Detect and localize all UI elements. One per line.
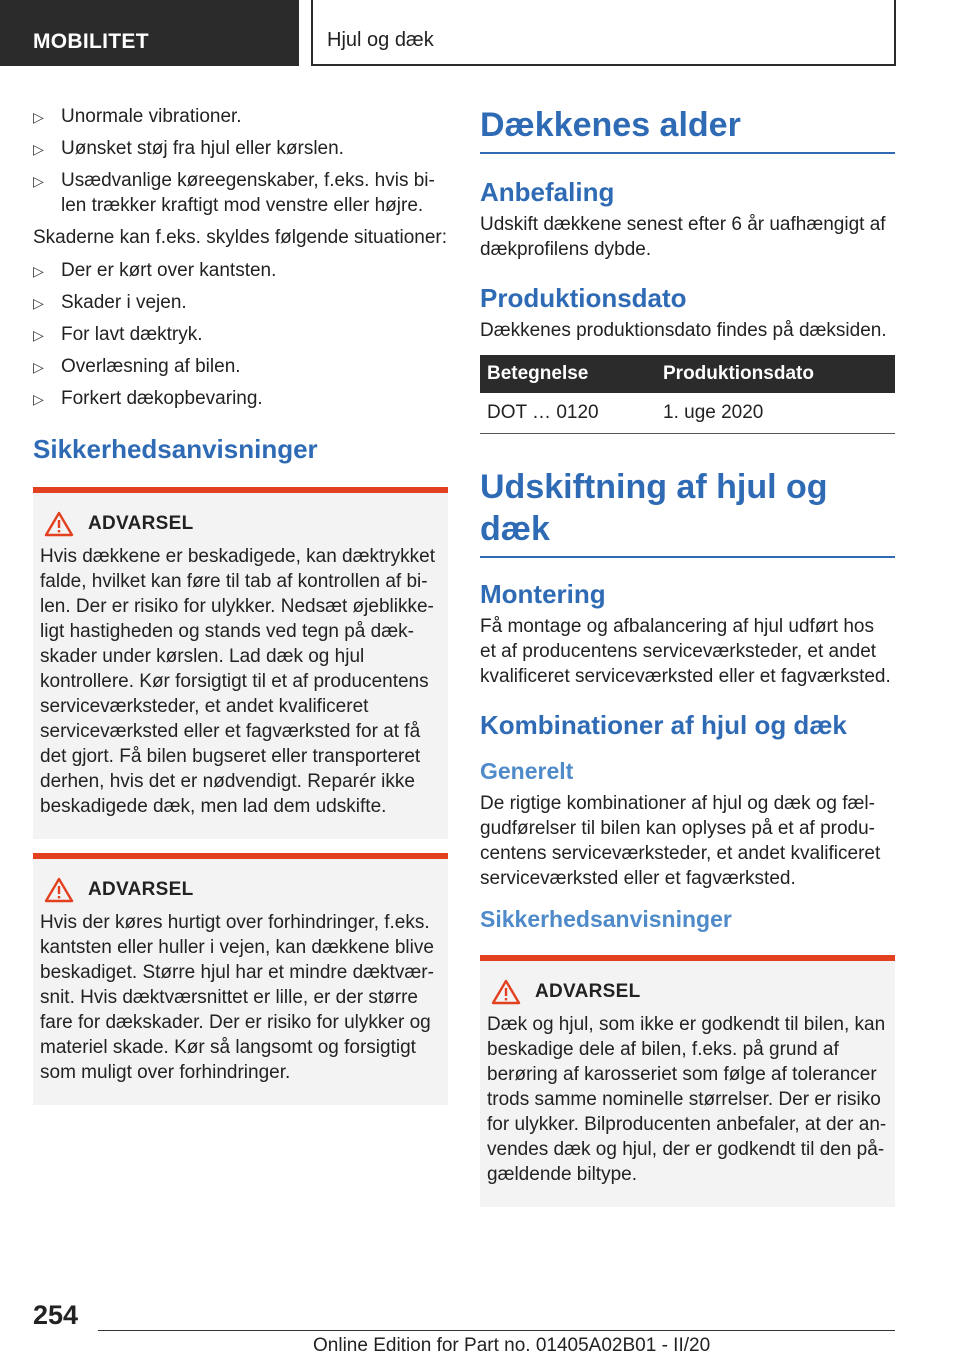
safety-heading-right: Sikkerhedsanvisninger xyxy=(480,905,732,932)
production-heading: Produktionsdato xyxy=(480,283,687,313)
mounting-heading: Montering xyxy=(480,578,606,609)
triangle-right-outline-icon: ▷ xyxy=(33,327,44,343)
production-text: Dækkenes produktionsdato findes på dæksiden. xyxy=(480,320,887,341)
list-item: ▷ Usædvanlige køreegenskaber, f.eks. hvis bilen trækker kraftigt mod venstre eller højre. xyxy=(33,170,435,216)
warning-text: Hvis dækkene er beskadigede, kan dæktrykket falde, hvilket kan føre til tab af kontrollen af bilen. Der er risiko for ulykker. Nedsæt øjeblikkeligt hastigheden og stands ved tegn på dækskader under kørslen. Lad dæk og hjul kontrollere. Kør forsigtigt til et af producentens serviceværksteder, et andet kvalificeret serviceværksted eller et fagværksted for at få det gjort. Få bilen bugseret eller transporteret derhen, hvis det er nødvendigt. Reparér ikke beskadigede dæk, men lad dem udskifte. xyxy=(40,546,435,817)
page-header xyxy=(0,0,960,66)
table-cell: DOT … 0120 xyxy=(480,393,656,433)
warning-triangle-icon xyxy=(44,511,74,537)
edition-text: Online Edition for Part no. 01405A02B01 - II/20 xyxy=(313,1335,711,1356)
table-header-cell: Produktionsdato xyxy=(656,355,895,393)
triangle-right-outline-icon: ▷ xyxy=(33,109,44,125)
triangle-right-outline-icon: ▷ xyxy=(33,263,44,279)
warning-triangle-icon xyxy=(44,877,74,903)
warning-title: ADVARSEL xyxy=(535,980,641,1002)
warning-title: ADVARSEL xyxy=(88,879,194,900)
replacement-title: Udskiftning af hjul og dæk xyxy=(480,466,895,558)
triangle-right-outline-icon: ▷ xyxy=(33,173,44,189)
list-item: ▷ Overlæsning af bilen. xyxy=(33,354,448,379)
production-date-table xyxy=(480,355,895,434)
warning-box xyxy=(33,487,448,839)
causes-list xyxy=(33,258,448,411)
mounting-text: Få montage og afbalancering af hjul udført hos et af producentens serviceværksteder, et andet kvalificeret serviceværksted eller et fagværksted. xyxy=(480,615,891,687)
warning-box xyxy=(33,853,448,1105)
right-column xyxy=(480,104,895,1207)
warning-text: Hvis der køres hurtigt over forhindringer, f.eks. kantsten eller huller i vejen, kan dækkene blive beskadiget. Større hjul har et mindre dæktværsnit. Hvis dæktværsnittet er lille, er der større fare for dækskader. Der er risiko for ulykker og materiel skade. Kør så langsomt og forsigtigt som muligt over forhindringer. xyxy=(40,912,434,1083)
recommendation-text: Udskift dækkene senest efter 6 år uafhængigt af dækprofilens dybde. xyxy=(480,214,886,260)
general-text: De rigtige kombinationer af hjul og dæk og fælgudførelser til bilen kan oplyses på et af producentens serviceværksteder, et andet kvalificeret serviceværksted eller et fagværksted. xyxy=(480,792,881,889)
list-item: ▷ Forkert dækopbevaring. xyxy=(33,386,448,411)
header-section-label: MOBILITET xyxy=(0,0,299,66)
symptom-list xyxy=(33,104,448,218)
table-cell: 1. uge 2020 xyxy=(656,393,895,433)
list-item: ▷ Der er kørt over kantsten. xyxy=(33,258,448,283)
triangle-right-outline-icon: ▷ xyxy=(33,141,44,157)
tire-age-title: Dækkenes alder xyxy=(480,104,895,154)
footer-divider xyxy=(98,1330,895,1331)
triangle-right-outline-icon: ▷ xyxy=(33,391,44,407)
warning-header xyxy=(487,979,887,1005)
list-item: ▷ Unormale vibrationer. xyxy=(33,104,448,129)
warning-header xyxy=(40,511,440,537)
table-header-cell: Betegnelse xyxy=(480,355,656,393)
warning-header xyxy=(40,877,440,903)
page-number: 254 xyxy=(33,1300,79,1330)
recommendation-heading: Anbefaling xyxy=(480,177,615,207)
combinations-heading: Kombinationer af hjul og dæk xyxy=(480,709,847,740)
triangle-right-outline-icon: ▷ xyxy=(33,295,44,311)
list-item: ▷ For lavt dæktryk. xyxy=(33,322,448,347)
table-row xyxy=(480,393,895,433)
list-item: ▷ Uønsket støj fra hjul eller kørslen. xyxy=(33,136,448,161)
table-header-row xyxy=(480,355,895,393)
causes-intro: Skaderne kan f.eks. skyldes følgende situationer: xyxy=(33,227,448,248)
warning-triangle-icon xyxy=(491,979,521,1005)
safety-heading-left: Sikkerhedsanvisninger xyxy=(33,434,318,464)
general-heading: Generelt xyxy=(480,757,574,784)
header-chapter-label: Hjul og dæk xyxy=(311,0,896,66)
triangle-right-outline-icon: ▷ xyxy=(33,359,44,375)
left-column xyxy=(33,104,448,1105)
list-item: ▷ Skader i vejen. xyxy=(33,290,448,315)
warning-box xyxy=(480,955,895,1207)
warning-text: Dæk og hjul, som ikke er godkendt til bilen, kan beskadige dele af bilen, f.eks. på grund af berøring af karosseriet som følge af tolerancer trods samme nominelle størrelser. Der er risiko for ulykker. Bilproducenten anbefaler, at der anvendes dæk og hjul, der er godkendt til den pågældende biltype. xyxy=(487,1013,887,1185)
warning-title: ADVARSEL xyxy=(88,513,194,534)
